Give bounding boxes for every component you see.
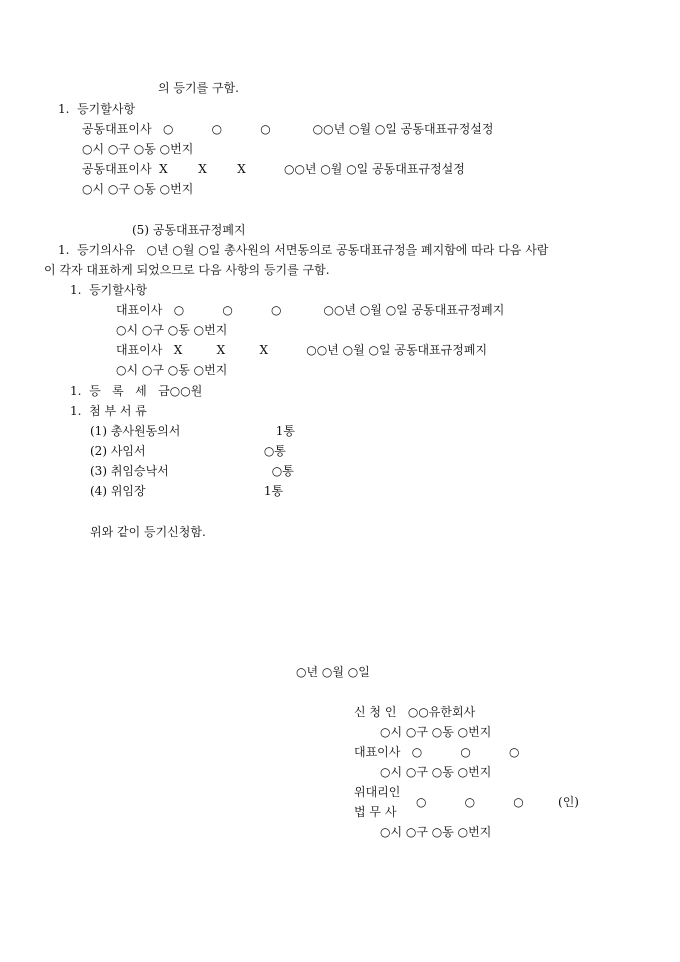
text-line: 위와 같이 등기신청함. bbox=[90, 525, 206, 539]
list-item: (1) 총사원동의서 1통 bbox=[90, 424, 295, 438]
section-heading: 1. 등기할사항 bbox=[70, 283, 148, 297]
agent-label: 법 무 사 bbox=[354, 805, 397, 819]
text-line: ○시 ○구 ○동 ○번지 bbox=[116, 363, 228, 377]
text-line: ○시 ○구 ○동 ○번지 bbox=[82, 142, 194, 156]
text-line: 대표이사 X X X ○○년 ○월 ○일 공동대표규정폐지 bbox=[116, 343, 488, 357]
agent-label: 위대리인 bbox=[354, 785, 401, 799]
address-line: ○시 ○구 ○동 ○번지 bbox=[380, 825, 492, 839]
agent-line: ○ ○ ○ (인) bbox=[416, 795, 579, 809]
applicant-line: 신 청 인 ○○유한회사 bbox=[354, 705, 476, 719]
list-item: (2) 사임서 ○통 bbox=[90, 444, 286, 458]
section-heading: 1. 첨 부 서 류 bbox=[70, 404, 147, 418]
section-heading: 1. 등기할사항 bbox=[58, 102, 136, 116]
text-line: 공동대표이사 X X X ○○년 ○월 ○일 공동대표규정설정 bbox=[82, 162, 465, 176]
address-line: ○시 ○구 ○동 ○번지 bbox=[380, 725, 492, 739]
text-line: 대표이사 ○ ○ ○ ○○년 ○월 ○일 공동대표규정폐지 bbox=[116, 303, 505, 317]
subsection-title: (5) 공동대표규정폐지 bbox=[132, 223, 246, 237]
list-item: (3) 취임승낙서 ○통 bbox=[90, 464, 294, 478]
representative-line: 대표이사 ○ ○ ○ bbox=[354, 745, 520, 759]
section-heading: 1. 등 록 세 금○○원 bbox=[70, 384, 203, 398]
list-item: (4) 위임장 1통 bbox=[90, 484, 284, 498]
text-line: ○시 ○구 ○동 ○번지 bbox=[82, 182, 194, 196]
text-line: 1. 등기의사유 ○년 ○월 ○일 총사원의 서면동의로 공동대표규정을 폐지함에 따라 다음 사람 bbox=[58, 243, 549, 257]
text-line: ○시 ○구 ○동 ○번지 bbox=[116, 323, 228, 337]
date-line: ○년 ○월 ○일 bbox=[296, 665, 370, 679]
text-line: 공동대표이사 ○ ○ ○ ○○년 ○월 ○일 공동대표규정설정 bbox=[82, 122, 494, 136]
text-line: 의 등기를 구함. bbox=[158, 81, 239, 95]
address-line: ○시 ○구 ○동 ○번지 bbox=[380, 765, 492, 779]
text-line: 이 각자 대표하게 되었으므로 다음 사항의 등기를 구함. bbox=[44, 263, 330, 277]
